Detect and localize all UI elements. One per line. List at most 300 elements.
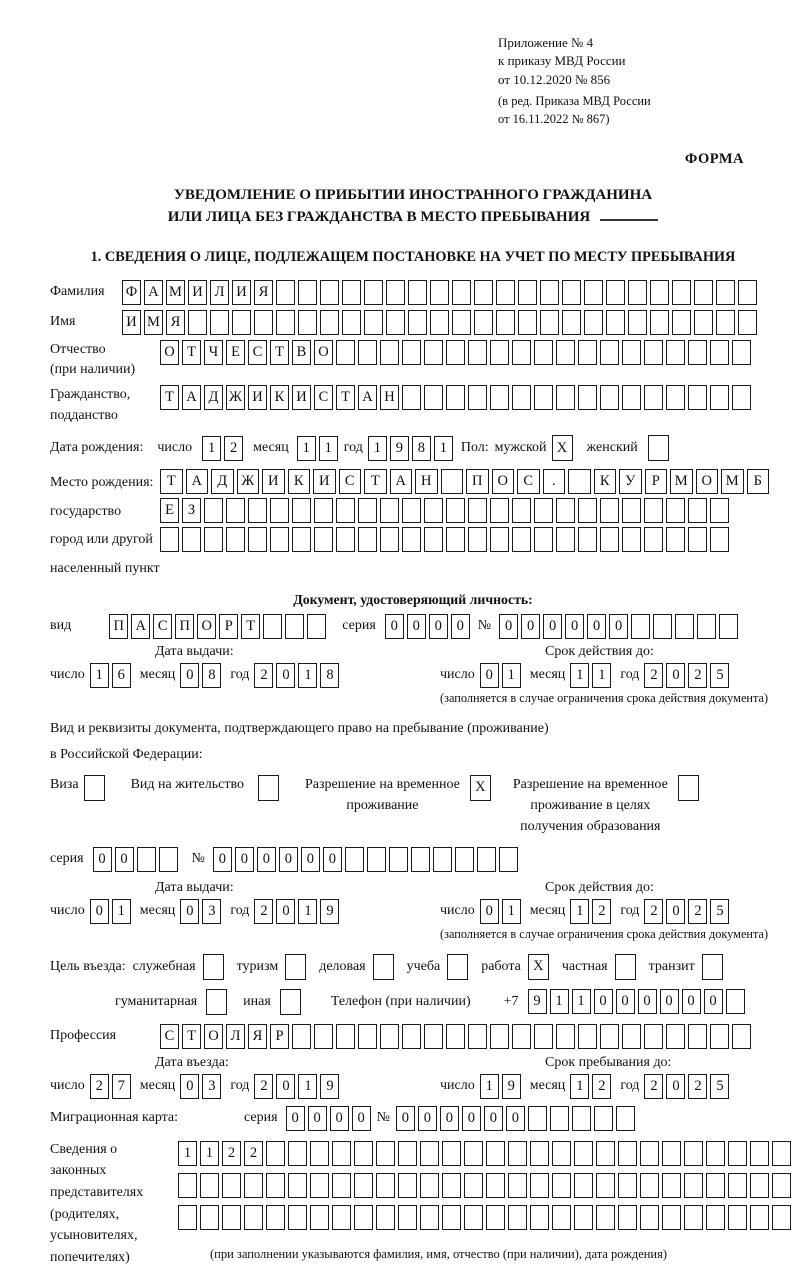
char-cell[interactable]: 7 [112,1074,131,1099]
char-cell[interactable] [562,310,581,335]
char-cell[interactable]: 9 [502,1074,521,1099]
char-cell[interactable] [332,1205,351,1230]
char-cell[interactable] [424,340,443,365]
char-cell[interactable]: 0 [587,614,606,639]
char-cell[interactable] [288,1205,307,1230]
char-cell[interactable] [616,1106,635,1131]
char-cell[interactable] [622,527,641,552]
char-cell[interactable] [364,310,383,335]
char-cell[interactable]: И [292,385,311,410]
char-cell[interactable] [688,527,707,552]
char-cell[interactable] [640,1205,659,1230]
char-cell[interactable] [578,385,597,410]
char-cell[interactable]: С [314,385,333,410]
char-cell[interactable] [716,310,735,335]
char-cell[interactable] [600,340,619,365]
char-cell[interactable] [552,1173,571,1198]
residence-series-cells[interactable] [93,847,178,872]
char-cell[interactable]: 9 [528,989,547,1014]
char-cell[interactable]: В [292,340,311,365]
char-cell[interactable]: 1 [90,663,109,688]
char-cell[interactable]: И [188,280,207,305]
char-cell[interactable] [474,310,493,335]
char-cell[interactable] [354,1141,373,1166]
purpose-official-checkbox[interactable] [203,954,224,980]
char-cell[interactable] [596,1173,615,1198]
birthdate-year-cells[interactable] [368,436,453,461]
char-cell[interactable] [666,385,685,410]
birthplace-row1-cells[interactable] [160,469,769,494]
char-cell[interactable] [376,1205,395,1230]
char-cell[interactable] [386,310,405,335]
char-cell[interactable] [446,385,465,410]
migration-series-cells[interactable] [286,1106,371,1131]
firstname-cells[interactable] [122,310,757,335]
char-cell[interactable] [320,280,339,305]
char-cell[interactable] [490,498,509,523]
char-cell[interactable] [631,614,650,639]
char-cell[interactable] [534,385,553,410]
char-cell[interactable] [398,1141,417,1166]
char-cell[interactable]: 0 [323,847,342,872]
char-cell[interactable]: Д [211,469,234,494]
char-cell[interactable] [442,1205,461,1230]
char-cell[interactable] [442,1141,461,1166]
char-cell[interactable]: 9 [320,1074,339,1099]
char-cell[interactable]: 1 [570,663,589,688]
phone-cells[interactable] [528,989,745,1014]
char-cell[interactable] [408,310,427,335]
char-cell[interactable] [420,1141,439,1166]
char-cell[interactable] [675,614,694,639]
char-cell[interactable] [540,280,559,305]
char-cell[interactable] [726,989,745,1014]
char-cell[interactable] [314,498,333,523]
stay-day-cells[interactable] [480,1074,521,1099]
char-cell[interactable] [628,280,647,305]
char-cell[interactable] [574,1141,593,1166]
char-cell[interactable]: Р [270,1024,289,1049]
char-cell[interactable] [728,1173,747,1198]
char-cell[interactable]: Т [160,385,179,410]
char-cell[interactable] [188,310,207,335]
profession-cells[interactable] [160,1024,751,1049]
char-cell[interactable]: 2 [592,899,611,924]
char-cell[interactable] [662,1173,681,1198]
char-cell[interactable]: П [109,614,128,639]
char-cell[interactable] [280,989,301,1015]
char-cell[interactable] [552,1141,571,1166]
char-cell[interactable] [615,954,636,980]
char-cell[interactable]: X [528,954,549,980]
birthplace-row3-cells[interactable] [160,527,769,552]
char-cell[interactable] [644,527,663,552]
char-cell[interactable]: 0 [276,899,295,924]
char-cell[interactable] [285,614,304,639]
char-cell[interactable]: 8 [412,436,431,461]
char-cell[interactable]: 1 [298,663,317,688]
char-cell[interactable]: Т [160,469,183,494]
char-cell[interactable]: 2 [254,899,273,924]
char-cell[interactable]: 2 [222,1141,241,1166]
char-cell[interactable] [496,310,515,335]
char-cell[interactable] [342,310,361,335]
char-cell[interactable]: 1 [368,436,387,461]
char-cell[interactable] [389,847,408,872]
char-cell[interactable] [688,385,707,410]
citizenship-cells[interactable] [160,385,751,410]
char-cell[interactable] [606,280,625,305]
char-cell[interactable]: Е [226,340,245,365]
char-cell[interactable] [254,310,273,335]
char-cell[interactable] [556,527,575,552]
char-cell[interactable]: С [160,1024,179,1049]
char-cell[interactable] [226,498,245,523]
char-cell[interactable]: М [166,280,185,305]
char-cell[interactable] [562,280,581,305]
char-cell[interactable] [420,1205,439,1230]
char-cell[interactable]: Ч [204,340,223,365]
char-cell[interactable] [710,340,729,365]
char-cell[interactable]: 0 [90,899,109,924]
char-cell[interactable] [464,1173,483,1198]
char-cell[interactable] [572,1106,591,1131]
char-cell[interactable] [276,310,295,335]
char-cell[interactable] [540,310,559,335]
char-cell[interactable] [732,1024,751,1049]
char-cell[interactable] [336,1024,355,1049]
char-cell[interactable] [244,1205,263,1230]
char-cell[interactable] [738,280,757,305]
char-cell[interactable]: 0 [301,847,320,872]
char-cell[interactable]: 0 [462,1106,481,1131]
doc-issue-year-cells[interactable] [254,663,339,688]
char-cell[interactable]: 0 [499,614,518,639]
char-cell[interactable] [468,385,487,410]
char-cell[interactable] [732,340,751,365]
purpose-humanitarian-checkbox[interactable] [206,989,227,1015]
char-cell[interactable] [530,1205,549,1230]
char-cell[interactable]: 0 [609,614,628,639]
char-cell[interactable] [402,498,421,523]
char-cell[interactable] [342,280,361,305]
char-cell[interactable] [442,1173,461,1198]
purpose-work-checkbox[interactable] [528,954,549,980]
char-cell[interactable] [248,527,267,552]
char-cell[interactable]: 2 [90,1074,109,1099]
char-cell[interactable] [232,310,251,335]
char-cell[interactable]: 3 [202,1074,221,1099]
char-cell[interactable]: 0 [543,614,562,639]
char-cell[interactable] [618,1141,637,1166]
char-cell[interactable]: Т [364,469,387,494]
char-cell[interactable]: А [186,469,209,494]
char-cell[interactable] [354,1205,373,1230]
char-cell[interactable]: И [122,310,141,335]
char-cell[interactable] [606,310,625,335]
char-cell[interactable]: 0 [407,614,426,639]
char-cell[interactable] [200,1205,219,1230]
char-cell[interactable] [486,1205,505,1230]
char-cell[interactable] [398,1205,417,1230]
char-cell[interactable]: 0 [660,989,679,1014]
char-cell[interactable] [622,1024,641,1049]
char-cell[interactable]: 0 [235,847,254,872]
temp-residence-checkbox[interactable] [470,775,491,801]
visa-checkbox[interactable] [84,775,105,801]
char-cell[interactable] [578,1024,597,1049]
char-cell[interactable] [728,1205,747,1230]
char-cell[interactable]: 0 [396,1106,415,1131]
char-cell[interactable]: 2 [688,663,707,688]
char-cell[interactable] [534,340,553,365]
char-cell[interactable]: П [175,614,194,639]
char-cell[interactable] [600,498,619,523]
char-cell[interactable] [292,527,311,552]
char-cell[interactable]: О [204,1024,223,1049]
char-cell[interactable] [622,340,641,365]
char-cell[interactable] [530,1141,549,1166]
char-cell[interactable]: Н [415,469,438,494]
char-cell[interactable]: И [248,385,267,410]
residence-expiry-day-cells[interactable] [480,899,521,924]
char-cell[interactable]: 1 [480,1074,499,1099]
char-cell[interactable] [556,385,575,410]
patronymic-cells[interactable] [160,340,751,365]
purpose-business-checkbox[interactable] [373,954,394,980]
char-cell[interactable] [596,1141,615,1166]
char-cell[interactable] [358,527,377,552]
char-cell[interactable] [159,847,178,872]
char-cell[interactable] [336,527,355,552]
char-cell[interactable] [408,280,427,305]
char-cell[interactable] [706,1205,725,1230]
char-cell[interactable]: А [182,385,201,410]
char-cell[interactable] [314,1024,333,1049]
char-cell[interactable] [728,1141,747,1166]
char-cell[interactable] [336,340,355,365]
char-cell[interactable] [512,1024,531,1049]
char-cell[interactable] [640,1141,659,1166]
char-cell[interactable] [662,1205,681,1230]
char-cell[interactable] [276,280,295,305]
char-cell[interactable] [402,1024,421,1049]
entry-day-cells[interactable] [90,1074,131,1099]
char-cell[interactable] [452,280,471,305]
char-cell[interactable]: 1 [592,663,611,688]
char-cell[interactable] [358,340,377,365]
char-cell[interactable] [446,498,465,523]
char-cell[interactable] [772,1141,791,1166]
char-cell[interactable] [248,498,267,523]
char-cell[interactable] [263,614,282,639]
doc-expiry-year-cells[interactable] [644,663,729,688]
char-cell[interactable]: 1 [178,1141,197,1166]
char-cell[interactable] [430,280,449,305]
char-cell[interactable]: 0 [115,847,134,872]
char-cell[interactable]: Л [226,1024,245,1049]
char-cell[interactable]: 0 [666,663,685,688]
entry-month-cells[interactable] [180,1074,221,1099]
char-cell[interactable] [688,340,707,365]
char-cell[interactable] [380,1024,399,1049]
char-cell[interactable]: . [543,469,566,494]
char-cell[interactable]: К [594,469,617,494]
char-cell[interactable] [446,1024,465,1049]
char-cell[interactable] [706,1173,725,1198]
char-cell[interactable]: 1 [200,1141,219,1166]
char-cell[interactable]: Д [204,385,223,410]
temp-residence-edu-checkbox[interactable] [678,775,699,801]
char-cell[interactable] [556,340,575,365]
char-cell[interactable] [738,310,757,335]
char-cell[interactable] [203,954,224,980]
char-cell[interactable] [490,385,509,410]
char-cell[interactable]: О [314,340,333,365]
char-cell[interactable]: 0 [257,847,276,872]
char-cell[interactable] [684,1173,703,1198]
char-cell[interactable] [710,498,729,523]
char-cell[interactable]: С [153,614,172,639]
char-cell[interactable] [292,498,311,523]
char-cell[interactable] [650,280,669,305]
char-cell[interactable]: Т [182,1024,201,1049]
char-cell[interactable] [574,1173,593,1198]
char-cell[interactable] [452,310,471,335]
char-cell[interactable]: 1 [202,436,221,461]
char-cell[interactable] [84,775,105,801]
doc-number-cells[interactable] [499,614,738,639]
char-cell[interactable] [424,527,443,552]
char-cell[interactable] [332,1141,351,1166]
char-cell[interactable] [578,340,597,365]
char-cell[interactable]: Б [747,469,770,494]
char-cell[interactable] [622,498,641,523]
doc-issue-month-cells[interactable] [180,663,221,688]
char-cell[interactable] [666,340,685,365]
char-cell[interactable]: Т [336,385,355,410]
char-cell[interactable]: А [358,385,377,410]
char-cell[interactable]: 0 [286,1106,305,1131]
char-cell[interactable]: К [270,385,289,410]
char-cell[interactable] [534,498,553,523]
char-cell[interactable]: Н [380,385,399,410]
char-cell[interactable]: З [182,498,201,523]
char-cell[interactable] [552,1205,571,1230]
char-cell[interactable] [694,280,713,305]
char-cell[interactable] [288,1173,307,1198]
char-cell[interactable] [706,1141,725,1166]
char-cell[interactable] [468,340,487,365]
char-cell[interactable] [644,385,663,410]
char-cell[interactable]: 1 [570,899,589,924]
char-cell[interactable] [307,614,326,639]
char-cell[interactable] [310,1205,329,1230]
char-cell[interactable] [310,1173,329,1198]
char-cell[interactable] [310,1141,329,1166]
char-cell[interactable] [496,280,515,305]
char-cell[interactable] [226,527,245,552]
residence-issue-month-cells[interactable] [180,899,221,924]
char-cell[interactable]: А [390,469,413,494]
char-cell[interactable]: 0 [440,1106,459,1131]
char-cell[interactable] [750,1205,769,1230]
char-cell[interactable]: 0 [418,1106,437,1131]
char-cell[interactable] [688,498,707,523]
stay-month-cells[interactable] [570,1074,611,1099]
char-cell[interactable] [556,498,575,523]
char-cell[interactable] [688,1024,707,1049]
char-cell[interactable] [178,1173,197,1198]
char-cell[interactable]: Ж [237,469,260,494]
char-cell[interactable]: 0 [638,989,657,1014]
char-cell[interactable] [750,1173,769,1198]
char-cell[interactable] [182,527,201,552]
char-cell[interactable]: Я [254,280,273,305]
char-cell[interactable]: 3 [202,899,221,924]
char-cell[interactable]: 1 [502,899,521,924]
purpose-transit-checkbox[interactable] [702,954,723,980]
char-cell[interactable] [512,385,531,410]
char-cell[interactable] [672,280,691,305]
char-cell[interactable] [345,847,364,872]
char-cell[interactable]: 0 [594,989,613,1014]
char-cell[interactable]: 0 [704,989,723,1014]
char-cell[interactable] [678,775,699,801]
char-cell[interactable]: 0 [180,899,199,924]
char-cell[interactable]: Я [166,310,185,335]
char-cell[interactable] [772,1205,791,1230]
char-cell[interactable] [373,954,394,980]
char-cell[interactable] [710,527,729,552]
residence-expiry-month-cells[interactable] [570,899,611,924]
char-cell[interactable] [666,527,685,552]
char-cell[interactable] [424,385,443,410]
char-cell[interactable]: 1 [112,899,131,924]
char-cell[interactable]: П [466,469,489,494]
char-cell[interactable] [486,1141,505,1166]
char-cell[interactable]: 1 [570,1074,589,1099]
char-cell[interactable] [672,310,691,335]
char-cell[interactable]: Т [241,614,260,639]
char-cell[interactable]: 0 [429,614,448,639]
char-cell[interactable] [420,1173,439,1198]
char-cell[interactable]: 0 [451,614,470,639]
char-cell[interactable] [364,280,383,305]
char-cell[interactable] [710,1024,729,1049]
char-cell[interactable]: М [670,469,693,494]
char-cell[interactable]: 0 [506,1106,525,1131]
char-cell[interactable] [222,1205,241,1230]
char-cell[interactable]: 2 [644,663,663,688]
doc-kind-cells[interactable] [109,614,326,639]
char-cell[interactable] [430,310,449,335]
char-cell[interactable] [732,385,751,410]
char-cell[interactable] [622,385,641,410]
char-cell[interactable]: 2 [254,1074,273,1099]
char-cell[interactable] [424,1024,443,1049]
purpose-other-checkbox[interactable] [280,989,301,1015]
representatives-row3-cells[interactable] [178,1205,791,1230]
char-cell[interactable]: 1 [502,663,521,688]
char-cell[interactable]: 0 [180,1074,199,1099]
char-cell[interactable] [376,1173,395,1198]
char-cell[interactable] [314,527,333,552]
purpose-tourism-checkbox[interactable] [285,954,306,980]
char-cell[interactable] [684,1205,703,1230]
char-cell[interactable]: М [144,310,163,335]
birthdate-month-cells[interactable] [297,436,338,461]
